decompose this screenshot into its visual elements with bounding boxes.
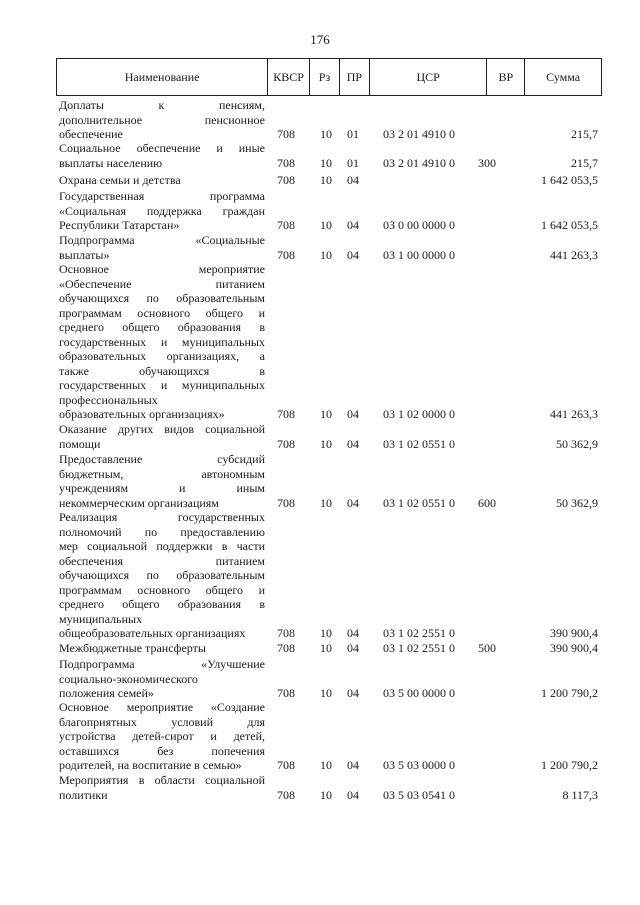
row-name-line: государственных и муниципальных — [59, 334, 265, 349]
row-sum: 215,7 — [571, 127, 598, 141]
table-row — [56, 510, 602, 641]
row-sum: 1 642 053,5 — [541, 218, 598, 232]
row-csr: 03 1 02 0551 0 — [383, 495, 455, 510]
table-row — [56, 657, 602, 701]
table-row — [56, 262, 602, 422]
row-name — [59, 173, 265, 188]
row-rz: 10 — [320, 247, 332, 262]
row-pr: 04 — [347, 758, 359, 772]
table-header — [56, 58, 602, 96]
row-sum: 390 900,4 — [550, 626, 598, 640]
row-name-line: некоммерческим организациям — [59, 495, 219, 510]
row-name-line: Доплаты к пенсиям, — [59, 98, 265, 112]
table-row — [56, 422, 602, 451]
row-name — [59, 657, 265, 701]
row-name — [59, 641, 265, 656]
row-name-line: мер социальной поддержки в части — [59, 539, 265, 553]
row-rz: 10 — [320, 436, 332, 451]
row-name-line: социально-экономического — [59, 671, 198, 686]
row-name — [59, 773, 265, 802]
row-vr: 500 — [478, 641, 496, 655]
row-csr: 03 5 03 0000 0 — [383, 758, 455, 772]
row-vr: 300 — [478, 155, 496, 170]
row-name-line: также обучающихся в — [59, 363, 265, 378]
header-sum: Сумма — [524, 59, 601, 95]
row-pr: 04 — [347, 436, 359, 451]
row-kvsr: 708 — [277, 436, 295, 451]
table-row — [56, 98, 602, 142]
table-row — [56, 700, 602, 773]
row-rz: 10 — [320, 787, 332, 802]
row-name-line: Предоставление субсидий — [59, 452, 265, 466]
row-csr: 03 0 00 0000 0 — [383, 218, 455, 232]
row-rz: 10 — [320, 495, 332, 510]
row-name-line: оставшихся без попечения — [59, 743, 265, 758]
row-pr: 04 — [347, 686, 359, 700]
row-name-line: обеспечения питанием — [59, 553, 265, 568]
row-name-line: программам основного общего и — [59, 305, 265, 320]
row-name-line: обеспечение — [59, 127, 123, 141]
row-sum: 1 200 790,2 — [541, 686, 598, 700]
table-row — [56, 189, 602, 233]
row-kvsr: 708 — [277, 787, 295, 802]
row-name — [59, 700, 265, 773]
row-name-line: Мероприятия в области социальной — [59, 773, 265, 787]
row-kvsr: 708 — [277, 127, 295, 141]
row-rz: 10 — [320, 758, 332, 772]
row-name-line: полномочий по предоставлению — [59, 524, 265, 539]
row-sum: 50 362,9 — [556, 495, 598, 510]
row-name-line: среднего общего образования в — [59, 597, 265, 611]
row-csr: 03 5 00 0000 0 — [383, 686, 455, 700]
header-rz: Рз — [309, 59, 339, 95]
row-pr: 04 — [347, 787, 359, 802]
table-row — [56, 452, 602, 510]
row-name-line: обучающихся по образовательным — [59, 291, 265, 305]
row-name-line: Основное мероприятие — [59, 262, 265, 276]
row-name — [59, 510, 265, 641]
row-name-line: учреждениям и иным — [59, 481, 265, 495]
row-name-line: «Обеспечение питанием — [59, 276, 265, 291]
row-name-line: бюджетным, автономным — [59, 466, 265, 481]
row-name-line: Основное мероприятие «Создание — [59, 700, 265, 714]
row-name-line: политики — [59, 787, 108, 802]
row-csr: 03 1 00 0000 0 — [383, 247, 455, 262]
row-pr: 04 — [347, 641, 359, 655]
row-pr: 01 — [347, 127, 359, 141]
row-name-line: Подпрограмма «Социальные — [59, 233, 265, 247]
row-pr: 04 — [347, 626, 359, 640]
row-pr: 04 — [347, 247, 359, 262]
row-name-line: «Социальная поддержка граждан — [59, 203, 265, 218]
row-name-line: Республики Татарстан» — [59, 218, 180, 232]
row-name-line: общеобразовательных организациях — [59, 626, 246, 640]
row-sum: 441 263,3 — [550, 407, 598, 421]
row-sum: 441 263,3 — [550, 247, 598, 262]
row-kvsr: 708 — [277, 247, 295, 262]
row-name-line: благоприятных условий для — [59, 714, 265, 729]
row-sum: 1 642 053,5 — [541, 173, 598, 187]
row-kvsr: 708 — [277, 173, 295, 187]
row-name-line: выплаты населению — [59, 155, 163, 170]
row-sum: 8 117,3 — [562, 787, 598, 802]
table-row — [56, 173, 602, 188]
row-rz: 10 — [320, 626, 332, 640]
row-name — [59, 233, 265, 262]
row-csr: 03 2 01 4910 0 — [383, 155, 455, 170]
row-name-line: программам основного общего и — [59, 582, 265, 597]
table-row — [56, 233, 602, 262]
row-name — [59, 141, 265, 170]
row-name-line: Оказание других видов социальной — [59, 422, 265, 436]
row-name-line: образовательных организациях, а — [59, 349, 265, 363]
row-sum: 215,7 — [571, 155, 598, 170]
row-csr: 03 1 02 0551 0 — [383, 436, 455, 451]
row-kvsr: 708 — [277, 641, 295, 655]
table-row — [56, 641, 602, 656]
row-name-line: выплаты» — [59, 247, 110, 262]
row-vr: 600 — [478, 495, 496, 510]
row-rz: 10 — [320, 173, 332, 187]
row-sum: 1 200 790,2 — [541, 758, 598, 772]
row-name-line: профессиональных — [59, 392, 158, 407]
row-rz: 10 — [320, 686, 332, 700]
row-kvsr: 708 — [277, 155, 295, 170]
row-name-line: дополнительное пенсионное — [59, 112, 265, 127]
row-pr: 04 — [347, 173, 359, 187]
row-csr: 03 1 02 2551 0 — [383, 641, 455, 655]
header-kvsr: КВСР — [267, 59, 309, 95]
row-name-line: Межбюджетные трансферты — [59, 641, 206, 655]
row-name — [59, 422, 265, 451]
row-kvsr: 708 — [277, 686, 295, 700]
row-name-line: государственных и муниципальных — [59, 378, 265, 392]
row-csr: 03 1 02 2551 0 — [383, 626, 455, 640]
row-name-line: образовательных организациях» — [59, 407, 225, 421]
row-pr: 04 — [347, 407, 359, 421]
row-name-line: родителей, на воспитание в семью» — [59, 758, 242, 772]
row-name — [59, 452, 265, 510]
row-name-line: устройства детей-сирот и детей, — [59, 729, 265, 743]
row-csr: 03 5 03 0541 0 — [383, 787, 455, 802]
row-kvsr: 708 — [277, 495, 295, 510]
row-csr: 03 1 02 0000 0 — [383, 407, 455, 421]
row-name — [59, 189, 265, 233]
row-rz: 10 — [320, 641, 332, 655]
row-sum: 390 900,4 — [550, 641, 598, 655]
row-name-line: Охрана семьи и детства — [59, 173, 181, 187]
row-name-line: Государственная программа — [59, 189, 265, 203]
row-name — [59, 98, 265, 142]
header-name: Наименование — [124, 69, 200, 84]
header-csr: ЦСР — [369, 59, 487, 95]
row-sum: 50 362,9 — [556, 436, 598, 451]
row-rz: 10 — [320, 407, 332, 421]
header-pr: ПР — [339, 59, 369, 95]
row-kvsr: 708 — [277, 407, 295, 421]
row-pr: 04 — [347, 495, 359, 510]
row-name — [59, 262, 265, 422]
page-number: 176 — [310, 32, 330, 47]
row-csr: 03 2 01 4910 0 — [383, 127, 455, 141]
row-name-line: положения семей» — [59, 686, 154, 700]
row-kvsr: 708 — [277, 626, 295, 640]
row-name-line: Социальное обеспечение и иные — [59, 141, 265, 155]
row-pr: 01 — [347, 155, 359, 170]
row-rz: 10 — [320, 218, 332, 232]
row-pr: 04 — [347, 218, 359, 232]
header-vr: ВР — [486, 59, 524, 95]
row-rz: 10 — [320, 127, 332, 141]
row-name-line: помощи — [59, 436, 101, 451]
row-kvsr: 708 — [277, 758, 295, 772]
row-kvsr: 708 — [277, 218, 295, 232]
row-name-line: Подпрограмма «Улучшение — [59, 657, 265, 671]
row-name-line: муниципальных — [59, 611, 143, 626]
row-rz: 10 — [320, 155, 332, 170]
table-row — [56, 773, 602, 802]
row-name-line: Реализация государственных — [59, 510, 265, 524]
table-row — [56, 141, 602, 170]
row-name-line: среднего общего образования в — [59, 320, 265, 334]
row-name-line: обучающихся по образовательным — [59, 568, 265, 582]
